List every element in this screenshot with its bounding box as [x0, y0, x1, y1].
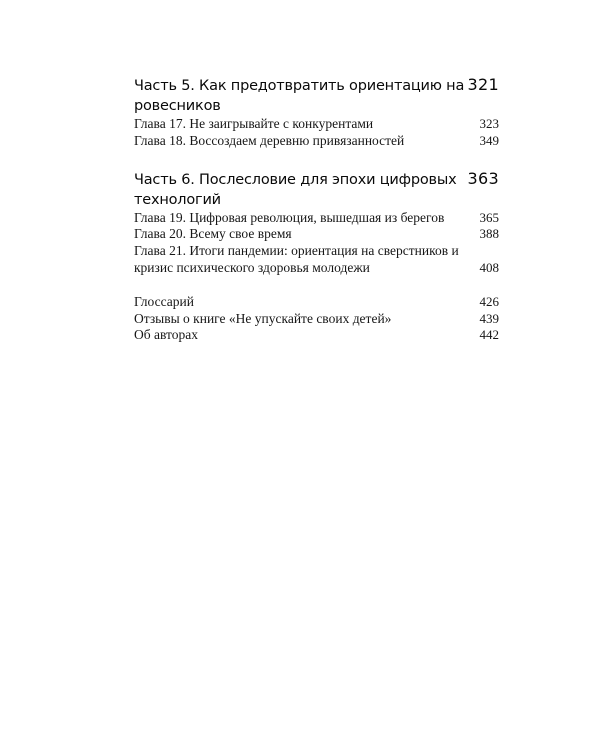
part-title: Часть 5. Как предотвратить ориентацию на ровесников	[134, 78, 465, 114]
toc-part-5	[134, 75, 499, 150]
back-matter-page-number: 442	[479, 327, 499, 343]
toc-part-heading	[134, 169, 499, 210]
toc-part-6	[134, 169, 499, 277]
toc-entry	[134, 116, 499, 133]
chapter-title: Глава 21. Итоги пандемии: ориентация на сверстников и кризис психического здоровья молодежи	[134, 243, 459, 275]
toc-entry	[134, 210, 499, 227]
spacer	[134, 277, 499, 294]
toc-entry	[134, 133, 499, 150]
chapter-page-number: 365	[479, 209, 499, 225]
back-matter-title: Глоссарий	[134, 293, 194, 309]
chapter-page-number: 408	[479, 259, 499, 275]
chapter-page-number: 388	[479, 226, 499, 242]
part-title: Часть 6. Послесловие для эпохи цифровых технологий	[134, 171, 457, 208]
toc-entry	[134, 327, 499, 344]
back-matter-title: Об авторах	[134, 327, 198, 343]
toc-part-heading	[134, 75, 499, 116]
chapter-title: Глава 18. Воссоздаем деревню привязанностей	[134, 132, 405, 148]
chapter-title: Глава 20. Всему свое время	[134, 226, 292, 242]
chapter-page-number: 323	[479, 116, 499, 131]
toc-entry	[134, 226, 499, 243]
back-matter-page-number: 439	[479, 310, 499, 326]
chapter-page-number: 349	[479, 132, 499, 148]
toc-back-matter	[134, 294, 499, 344]
chapter-title: Глава 17. Не заигрывайте с конкурентами	[134, 116, 374, 131]
back-matter-page-number: 426	[479, 293, 499, 309]
toc-entry	[134, 311, 499, 328]
toc-entry	[134, 243, 499, 277]
toc-entry	[134, 294, 499, 311]
part-page-number: 321	[467, 75, 499, 94]
table-of-contents	[134, 75, 499, 344]
chapter-title: Глава 19. Цифровая революция, вышедшая из берегов	[134, 209, 445, 225]
spacer	[134, 150, 499, 169]
part-page-number: 363	[467, 168, 499, 188]
back-matter-title: Отзывы о книге «Не упускайте своих детей»	[134, 310, 392, 326]
